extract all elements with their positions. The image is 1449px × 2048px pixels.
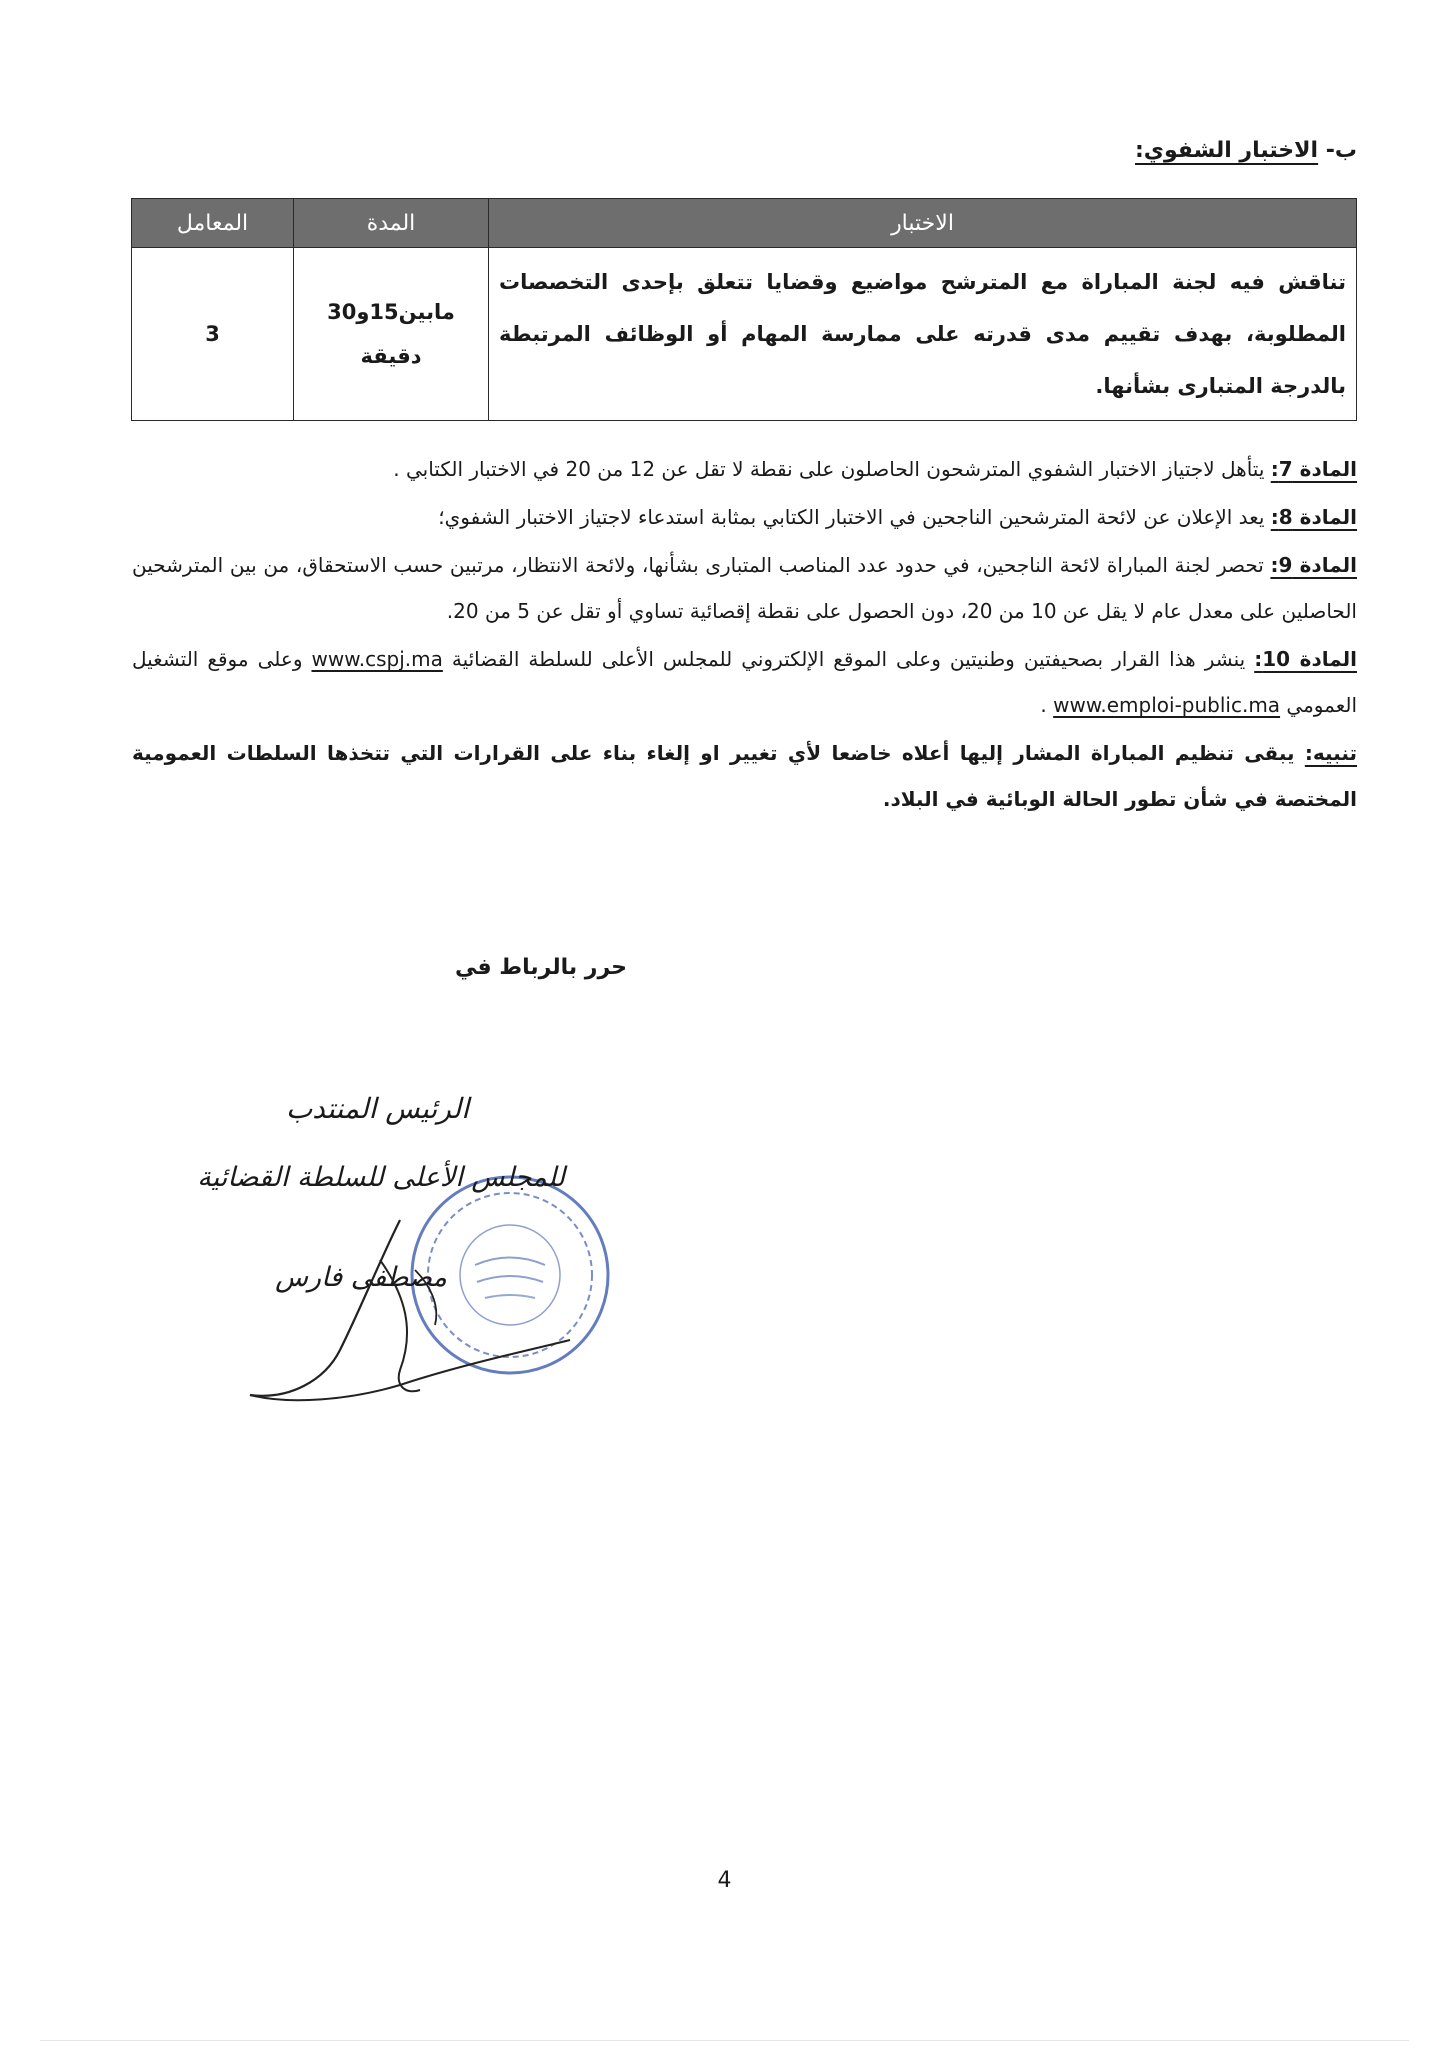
article-label: المادة 10: bbox=[1254, 647, 1358, 671]
article-text: تحصر لجنة المباراة لائحة الناجحين، في حدود عدد المناصب المتبارى بشأنها، ولائحة الانتظار، مرتبين حسب الاستحقاق، من بين المترشحين الحاصلين على معدل عام لا يقل عن 10 من 20، دون الحصول على نقطة إقصائية تساوي أو تقل عن 5 من 20. bbox=[132, 553, 1357, 623]
duration-unit: دقيقة bbox=[360, 344, 422, 368]
exam-coefficient: 3 bbox=[132, 248, 294, 421]
header-duration: المدة bbox=[294, 199, 489, 248]
exam-description: تناقش فيه لجنة المباراة مع المترشح مواضيع وقضايا تتعلق بإحدى التخصصات المطلوبة، بهدف تقييم مدى قدرته على ممارسة المهام أو الوظائف المرتبطة بالدرجة المتبارى بشأنها. bbox=[489, 248, 1357, 421]
section-title: الاختبار الشفوي: bbox=[1134, 138, 1319, 163]
notice-label: تنبيه: bbox=[1304, 741, 1357, 765]
article-text: ينشر هذا القرار بصحيفتين وطنيتين وعلى الموقع الإلكتروني للمجلس الأعلى للسلطة القضائية bbox=[442, 647, 1255, 671]
notice-paragraph bbox=[132, 730, 1357, 822]
table-header-row bbox=[132, 199, 1357, 248]
scan-edge-divider bbox=[40, 2040, 1409, 2041]
table-row bbox=[132, 248, 1357, 421]
emploi-public-link[interactable]: www.emploi-public.ma bbox=[1053, 693, 1281, 717]
article-10 bbox=[132, 636, 1357, 728]
oral-exam-table bbox=[131, 198, 1357, 421]
article-label: المادة 7: bbox=[1270, 457, 1357, 481]
article-9 bbox=[132, 542, 1357, 634]
signatory-name: مصطفى فارس bbox=[275, 1262, 447, 1293]
exam-duration bbox=[294, 248, 489, 421]
articles-block bbox=[132, 446, 1357, 824]
article-text: . bbox=[1040, 693, 1054, 717]
header-coefficient: المعامل bbox=[132, 199, 294, 248]
page-number: 4 bbox=[717, 1868, 732, 1893]
article-label: المادة 9: bbox=[1270, 553, 1357, 577]
article-text: يتأهل لاجتياز الاختبار الشفوي المترشحون الحاصلون على نقطة لا تقل عن 12 من 20 في الاختبار الكتابي . bbox=[393, 457, 1271, 481]
article-text: يعد الإعلان عن لائحة المترشحين الناجحين في الاختبار الكتابي بمثابة استدعاء لاجتياز الاختبار الشفوي؛ bbox=[438, 505, 1271, 529]
section-label: ب- bbox=[1318, 138, 1357, 163]
duration-value: مابين15و30 bbox=[327, 300, 455, 324]
article-label: المادة 8: bbox=[1270, 505, 1357, 529]
notice-text: يبقى تنظيم المباراة المشار إليها أعلاه خاضعا لأي تغيير او إلغاء بناء على القرارات التي تتخذها السلطات العمومية المختصة في شأن تطور الحالة الوبائية في البلاد. bbox=[132, 741, 1357, 811]
header-exam: الاختبار bbox=[489, 199, 1357, 248]
cspj-link[interactable]: www.cspj.ma bbox=[311, 647, 443, 671]
place-date-line: حرر بالرباط في bbox=[454, 955, 627, 980]
section-heading bbox=[1135, 138, 1357, 163]
signatory-organization: للمجلس الأعلى للسلطة القضائية bbox=[197, 1162, 565, 1193]
article-8 bbox=[132, 494, 1357, 540]
handwritten-signature-icon bbox=[230, 1200, 590, 1430]
article-text: وعلى موقع التشغيل العمومي bbox=[132, 647, 1357, 717]
article-7 bbox=[132, 446, 1357, 492]
signatory-title: الرئيس المنتدب bbox=[285, 1092, 469, 1125]
